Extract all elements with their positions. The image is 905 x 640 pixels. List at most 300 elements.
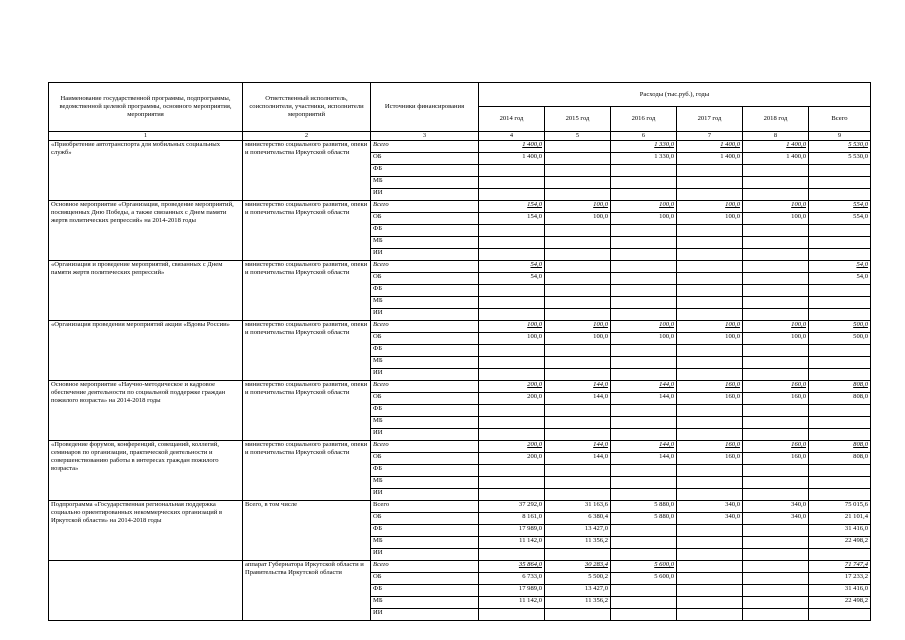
amount-cell (809, 225, 871, 237)
funding-source-cell: МБ (371, 177, 479, 189)
amount-cell: 160,0 (743, 441, 809, 453)
amount-cell: 100,0 (743, 201, 809, 213)
amount-cell (743, 237, 809, 249)
amount-cell (677, 489, 743, 501)
amount-cell: 5 600,0 (611, 561, 677, 573)
amount-cell: 100,0 (545, 213, 611, 225)
amount-cell (677, 465, 743, 477)
amount-cell (677, 345, 743, 357)
amount-cell (743, 417, 809, 429)
header-year: Всего (809, 107, 871, 132)
amount-cell (809, 309, 871, 321)
amount-cell (677, 609, 743, 621)
responsible-cell: министерство социального развития, опеки и попечительства Иркутской области (243, 261, 371, 321)
amount-cell (611, 597, 677, 609)
amount-cell: 5 500,2 (545, 573, 611, 585)
amount-cell: 1 400,0 (743, 141, 809, 153)
header-funding-source: Источники финансирования (371, 83, 479, 132)
amount-cell (479, 225, 545, 237)
amount-cell: 144,0 (611, 441, 677, 453)
amount-cell (677, 537, 743, 549)
funding-source-cell: ИИ (371, 429, 479, 441)
amount-cell: 54,0 (809, 261, 871, 273)
amount-cell (743, 477, 809, 489)
amount-cell (479, 177, 545, 189)
amount-cell (545, 489, 611, 501)
amount-cell: 200,0 (479, 453, 545, 465)
amount-cell (809, 189, 871, 201)
amount-cell: 808,0 (809, 381, 871, 393)
amount-cell (479, 285, 545, 297)
amount-cell (611, 465, 677, 477)
amount-cell (611, 249, 677, 261)
amount-cell: 54,0 (809, 273, 871, 285)
funding-source-cell: МБ (371, 537, 479, 549)
funding-source-cell: ФБ (371, 225, 479, 237)
amount-cell: 54,0 (479, 261, 545, 273)
funding-source-cell: ОБ (371, 513, 479, 525)
amount-cell: 1 400,0 (743, 153, 809, 165)
amount-cell (611, 285, 677, 297)
funding-source-cell: ИИ (371, 489, 479, 501)
amount-cell: 500,0 (809, 321, 871, 333)
amount-cell (809, 297, 871, 309)
column-index: 7 (677, 132, 743, 141)
amount-cell: 554,0 (809, 201, 871, 213)
amount-cell: 1 330,0 (611, 141, 677, 153)
amount-cell: 100,0 (545, 333, 611, 345)
amount-cell (743, 525, 809, 537)
amount-cell (545, 273, 611, 285)
funding-source-cell: ОБ (371, 393, 479, 405)
amount-cell: 1 400,0 (677, 141, 743, 153)
amount-cell: 144,0 (545, 393, 611, 405)
amount-cell (677, 189, 743, 201)
amount-cell (677, 285, 743, 297)
amount-cell: 11 142,0 (479, 597, 545, 609)
amount-cell (743, 537, 809, 549)
amount-cell (611, 345, 677, 357)
amount-cell (545, 153, 611, 165)
funding-source-cell: ОБ (371, 573, 479, 585)
amount-cell: 100,0 (677, 213, 743, 225)
amount-cell (743, 573, 809, 585)
amount-cell: 144,0 (545, 453, 611, 465)
amount-cell (743, 177, 809, 189)
amount-cell (677, 573, 743, 585)
amount-cell: 100,0 (545, 201, 611, 213)
funding-source-cell: ФБ (371, 405, 479, 417)
amount-cell: 6 380,4 (545, 513, 611, 525)
amount-cell: 17 233,2 (809, 573, 871, 585)
amount-cell (611, 549, 677, 561)
amount-cell (479, 189, 545, 201)
amount-cell (611, 261, 677, 273)
amount-cell (677, 549, 743, 561)
amount-cell (743, 597, 809, 609)
amount-cell: 100,0 (743, 213, 809, 225)
funding-source-cell: ИИ (371, 249, 479, 261)
amount-cell: 160,0 (743, 393, 809, 405)
funding-source-cell: Всего (371, 381, 479, 393)
amount-cell: 100,0 (677, 333, 743, 345)
amount-cell: 340,0 (743, 501, 809, 513)
amount-cell (809, 285, 871, 297)
amount-cell: 154,0 (479, 213, 545, 225)
amount-cell (545, 225, 611, 237)
amount-cell (809, 429, 871, 441)
amount-cell (809, 249, 871, 261)
funding-source-cell: ФБ (371, 345, 479, 357)
program-name-cell: «Приобретение автотранспорта для мобильных социальных служб» (49, 141, 243, 201)
amount-cell (611, 357, 677, 369)
amount-cell (545, 357, 611, 369)
amount-cell: 144,0 (545, 441, 611, 453)
amount-cell: 100,0 (677, 201, 743, 213)
amount-cell: 144,0 (545, 381, 611, 393)
amount-cell: 160,0 (677, 453, 743, 465)
amount-cell (611, 177, 677, 189)
amount-cell (809, 609, 871, 621)
funding-source-cell: ОБ (371, 333, 479, 345)
amount-cell: 160,0 (743, 381, 809, 393)
amount-cell (545, 465, 611, 477)
amount-cell (677, 369, 743, 381)
table-row (49, 201, 871, 213)
funding-source-cell: ОБ (371, 213, 479, 225)
amount-cell: 71 747,4 (809, 561, 871, 573)
amount-cell (743, 297, 809, 309)
amount-cell (743, 357, 809, 369)
amount-cell: 13 427,0 (545, 585, 611, 597)
funding-source-cell: ИИ (371, 549, 479, 561)
amount-cell (809, 477, 871, 489)
amount-cell: 100,0 (611, 333, 677, 345)
amount-cell (479, 549, 545, 561)
funding-source-cell: МБ (371, 297, 479, 309)
amount-cell (611, 309, 677, 321)
amount-cell (479, 489, 545, 501)
amount-cell: 6 733,0 (479, 573, 545, 585)
program-name-cell: Подпрограмма «Государственная региональная поддержка социально ориентированных некоммерческих организаций в Иркутской области» на 2014-2018 годы (49, 501, 243, 561)
amount-cell: 100,0 (611, 201, 677, 213)
amount-cell (479, 369, 545, 381)
funding-source-cell: ОБ (371, 273, 479, 285)
amount-cell (545, 261, 611, 273)
header-year: 2017 год (677, 107, 743, 132)
amount-cell (611, 489, 677, 501)
amount-cell: 11 142,0 (479, 537, 545, 549)
amount-cell: 35 864,0 (479, 561, 545, 573)
amount-cell (611, 429, 677, 441)
amount-cell: 100,0 (545, 321, 611, 333)
program-name-cell (49, 561, 243, 621)
amount-cell (611, 369, 677, 381)
amount-cell (611, 165, 677, 177)
amount-cell (611, 537, 677, 549)
amount-cell: 808,0 (809, 441, 871, 453)
column-index: 6 (611, 132, 677, 141)
amount-cell (611, 405, 677, 417)
amount-cell (479, 417, 545, 429)
amount-cell: 144,0 (611, 381, 677, 393)
amount-cell (611, 417, 677, 429)
amount-cell (611, 525, 677, 537)
column-index: 3 (371, 132, 479, 141)
amount-cell: 144,0 (611, 453, 677, 465)
amount-cell: 160,0 (743, 453, 809, 465)
amount-cell: 100,0 (611, 321, 677, 333)
amount-cell (809, 165, 871, 177)
amount-cell: 8 161,0 (479, 513, 545, 525)
amount-cell (809, 357, 871, 369)
amount-cell (743, 561, 809, 573)
funding-source-cell: Всего (371, 261, 479, 273)
amount-cell (479, 357, 545, 369)
amount-cell (479, 297, 545, 309)
amount-cell (743, 429, 809, 441)
amount-cell: 200,0 (479, 441, 545, 453)
amount-cell: 75 015,6 (809, 501, 871, 513)
amount-cell (743, 249, 809, 261)
amount-cell (743, 465, 809, 477)
header-year: 2018 год (743, 107, 809, 132)
amount-cell (743, 489, 809, 501)
amount-cell (743, 309, 809, 321)
funding-source-cell: ОБ (371, 453, 479, 465)
amount-cell (809, 489, 871, 501)
funding-source-cell: ИИ (371, 369, 479, 381)
column-index: 4 (479, 132, 545, 141)
amount-cell: 11 356,2 (545, 597, 611, 609)
amount-cell: 160,0 (677, 441, 743, 453)
funding-source-cell: Всего (371, 201, 479, 213)
amount-cell (545, 429, 611, 441)
amount-cell (743, 585, 809, 597)
funding-source-cell: ИИ (371, 309, 479, 321)
table-row (49, 141, 871, 153)
amount-cell: 31 416,0 (809, 585, 871, 597)
amount-cell (743, 261, 809, 273)
amount-cell: 5 600,0 (611, 573, 677, 585)
amount-cell: 21 101,4 (809, 513, 871, 525)
amount-cell (743, 369, 809, 381)
amount-cell (545, 141, 611, 153)
responsible-cell: аппарат Губернатора Иркутской области и Правительства Иркутской области (243, 561, 371, 621)
funding-source-cell: ИИ (371, 609, 479, 621)
amount-cell: 13 427,0 (545, 525, 611, 537)
amount-cell: 100,0 (677, 321, 743, 333)
amount-cell (809, 465, 871, 477)
funding-source-cell: ФБ (371, 525, 479, 537)
amount-cell (677, 309, 743, 321)
amount-cell (743, 273, 809, 285)
amount-cell (545, 309, 611, 321)
amount-cell (677, 249, 743, 261)
amount-cell (545, 285, 611, 297)
amount-cell: 5 530,0 (809, 153, 871, 165)
amount-cell: 100,0 (743, 321, 809, 333)
amount-cell: 1 330,0 (611, 153, 677, 165)
responsible-cell: Всего, в том числе (243, 501, 371, 561)
amount-cell: 5 530,0 (809, 141, 871, 153)
amount-cell (677, 237, 743, 249)
amount-cell (809, 177, 871, 189)
amount-cell: 17 989,0 (479, 525, 545, 537)
amount-cell (479, 165, 545, 177)
amount-cell (743, 189, 809, 201)
responsible-cell: министерство социального развития, опеки и попечительства Иркутской области (243, 381, 371, 441)
header-year: 2015 год (545, 107, 611, 132)
table-row (49, 261, 871, 273)
header-year: 2014 год (479, 107, 545, 132)
amount-cell (545, 345, 611, 357)
amount-cell (677, 597, 743, 609)
amount-cell (611, 609, 677, 621)
amount-cell: 144,0 (611, 393, 677, 405)
amount-cell: 340,0 (677, 501, 743, 513)
amount-cell (545, 477, 611, 489)
amount-cell: 100,0 (743, 333, 809, 345)
amount-cell (545, 549, 611, 561)
responsible-cell: министерство социального развития, опеки и попечительства Иркутской области (243, 201, 371, 261)
funding-source-cell: МБ (371, 357, 479, 369)
amount-cell (677, 165, 743, 177)
header-year: 2016 год (611, 107, 677, 132)
amount-cell (677, 429, 743, 441)
amount-cell (677, 525, 743, 537)
amount-cell (479, 309, 545, 321)
amount-cell: 37 292,0 (479, 501, 545, 513)
program-name-cell: «Организация проведения мероприятий акции «Вдовы России» (49, 321, 243, 381)
amount-cell (479, 465, 545, 477)
amount-cell (677, 561, 743, 573)
amount-cell: 1 400,0 (479, 153, 545, 165)
amount-cell (743, 345, 809, 357)
funding-source-cell: ИИ (371, 189, 479, 201)
amount-cell (743, 405, 809, 417)
amount-cell: 31 163,6 (545, 501, 611, 513)
header-program-name: Наименование государственной программы, подпрограммы, ведомственной целевой программы, основного мероприятия, мероприятия (49, 83, 243, 132)
amount-cell (545, 165, 611, 177)
amount-cell (677, 417, 743, 429)
amount-cell: 100,0 (611, 213, 677, 225)
table-row (49, 381, 871, 393)
amount-cell (677, 405, 743, 417)
funding-source-cell: МБ (371, 477, 479, 489)
amount-cell: 17 989,0 (479, 585, 545, 597)
amount-cell (545, 405, 611, 417)
funding-source-cell: ОБ (371, 153, 479, 165)
amount-cell (545, 237, 611, 249)
funding-source-cell: ФБ (371, 165, 479, 177)
amount-cell: 1 400,0 (677, 153, 743, 165)
amount-cell (809, 369, 871, 381)
funding-source-cell: Всего (371, 441, 479, 453)
column-index: 8 (743, 132, 809, 141)
program-name-cell: «Проведение форумов, конференций, совещаний, коллегий, семинаров по организации, практической деятельности и совершенствованию работы в интересах граждан пожилого возраста» (49, 441, 243, 501)
amount-cell: 160,0 (677, 381, 743, 393)
amount-cell (545, 249, 611, 261)
amount-cell (611, 225, 677, 237)
program-name-cell: Основное мероприятие «Научно-методическое и кадровое обеспечение деятельности по социальной поддержке граждан пожилого возраста» на 2014-2018 годы (49, 381, 243, 441)
table-row (49, 321, 871, 333)
table-row (49, 501, 871, 513)
amount-cell (743, 165, 809, 177)
amount-cell: 22 498,2 (809, 537, 871, 549)
amount-cell (677, 477, 743, 489)
amount-cell: 5 880,0 (611, 501, 677, 513)
amount-cell (743, 285, 809, 297)
funding-source-cell: Всего (371, 501, 479, 513)
amount-cell: 554,0 (809, 213, 871, 225)
amount-cell: 200,0 (479, 381, 545, 393)
amount-cell (677, 357, 743, 369)
column-index: 1 (49, 132, 243, 141)
amount-cell: 808,0 (809, 453, 871, 465)
amount-cell (677, 261, 743, 273)
amount-cell (479, 429, 545, 441)
amount-cell (611, 477, 677, 489)
amount-cell (611, 189, 677, 201)
amount-cell (479, 405, 545, 417)
funding-source-cell: МБ (371, 597, 479, 609)
table-row (49, 561, 871, 573)
amount-cell: 808,0 (809, 393, 871, 405)
amount-cell: 11 356,2 (545, 537, 611, 549)
amount-cell (611, 237, 677, 249)
amount-cell (809, 405, 871, 417)
amount-cell (743, 609, 809, 621)
amount-cell: 30 283,4 (545, 561, 611, 573)
amount-cell: 200,0 (479, 393, 545, 405)
amount-cell (545, 189, 611, 201)
amount-cell (545, 417, 611, 429)
amount-cell (677, 585, 743, 597)
amount-cell (545, 177, 611, 189)
amount-cell (809, 345, 871, 357)
column-index: 9 (809, 132, 871, 141)
amount-cell (479, 249, 545, 261)
amount-cell (677, 177, 743, 189)
amount-cell: 340,0 (677, 513, 743, 525)
funding-source-cell: ФБ (371, 585, 479, 597)
amount-cell: 5 880,0 (611, 513, 677, 525)
amount-cell (809, 417, 871, 429)
amount-cell: 1 400,0 (479, 141, 545, 153)
amount-cell: 31 416,0 (809, 525, 871, 537)
amount-cell: 154,0 (479, 201, 545, 213)
funding-source-cell: Всего (371, 561, 479, 573)
funding-source-cell: ФБ (371, 465, 479, 477)
amount-cell (611, 297, 677, 309)
column-index: 2 (243, 132, 371, 141)
amount-cell (809, 549, 871, 561)
responsible-cell: министерство социального развития, опеки и попечительства Иркутской области (243, 441, 371, 501)
amount-cell (611, 585, 677, 597)
amount-cell: 160,0 (677, 393, 743, 405)
column-index: 5 (545, 132, 611, 141)
funding-source-cell: Всего (371, 141, 479, 153)
header-responsible: Ответственный исполнитель, соисполнители, участники, исполнители мероприятий (243, 83, 371, 132)
funding-source-cell: МБ (371, 417, 479, 429)
table-row (49, 441, 871, 453)
funding-source-cell: Всего (371, 321, 479, 333)
amount-cell: 22 498,2 (809, 597, 871, 609)
amount-cell (479, 237, 545, 249)
program-name-cell: «Организация и проведение мероприятий, связанных с Днем памяти жертв политических репрессий» (49, 261, 243, 321)
amount-cell (809, 237, 871, 249)
